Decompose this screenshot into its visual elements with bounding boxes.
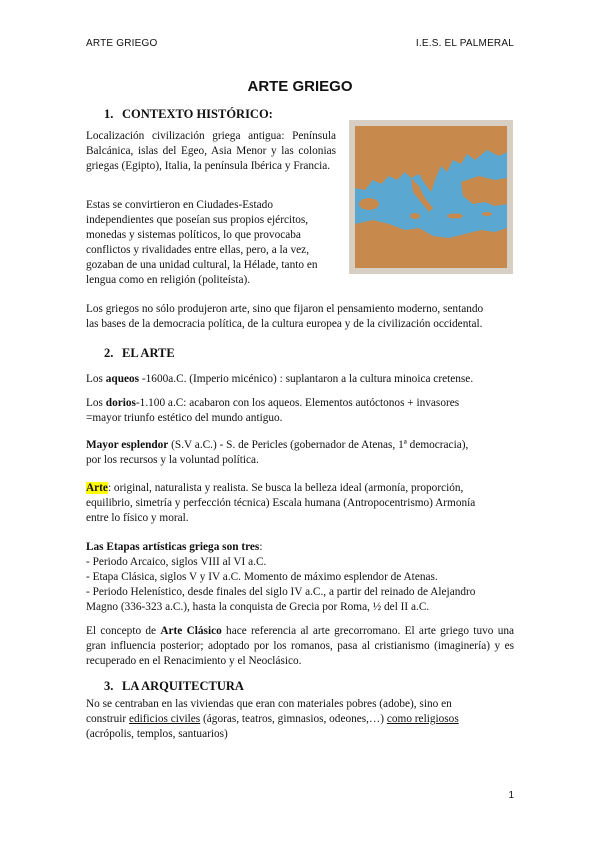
esplendor-text: (S.V a.C.) - S. de Pericles (gobernador de Atenas, 1ª democracia), bbox=[168, 439, 469, 451]
dorios-term: dorios bbox=[105, 397, 136, 409]
etapa-item: Magno (336-323 a.C.), hasta la conquista de Grecia por Roma, ½ del II a.C. bbox=[86, 601, 430, 613]
etapas-paragraph bbox=[86, 540, 514, 615]
context-paragraph-2 bbox=[86, 198, 342, 288]
aqueos-term: aqueos bbox=[105, 373, 140, 385]
clasico-paragraph bbox=[86, 624, 514, 669]
header-right: I.E.S. EL PALMERAL bbox=[415, 38, 514, 49]
context-line: gozaban de una unidad cultural, la Hélade, tanto en bbox=[86, 259, 318, 271]
clasico-term: Arte Clásico bbox=[160, 625, 222, 637]
section-1-number: 1. bbox=[104, 107, 114, 121]
page-title: ARTE GRIEGO bbox=[247, 78, 353, 95]
section-3-heading bbox=[104, 679, 244, 694]
section-2-heading bbox=[104, 346, 175, 361]
etapa-item: - Etapa Clásica, siglos V y IV a.C. Momento de máximo esplendor de Atenas. bbox=[86, 571, 438, 583]
context-line: lengua como en religión (politeísta). bbox=[86, 274, 251, 286]
section-1-title: CONTEXTO HISTÓRICO: bbox=[122, 107, 273, 121]
arquitectura-line-1: No se centraban en las viviendas que eran con materiales pobres (adobe), sino en bbox=[86, 698, 452, 710]
arte-text-3: entre lo físico y moral. bbox=[86, 512, 189, 524]
aqueos-text: -1600a.C. (Imperio micénico) : suplantaron a la cultura minoica cretense. bbox=[139, 373, 474, 385]
dorios-prefix: Los bbox=[86, 397, 106, 409]
map-land-iberia-coast bbox=[359, 198, 379, 210]
section-1-heading bbox=[104, 107, 273, 122]
arquitectura-paragraph bbox=[86, 697, 514, 742]
page-number: 1 bbox=[508, 790, 514, 801]
clasico-text: hace referencia al arte grecorromano. El arte griego tuvo una gran influencia posterior; adoptado por los romanos, pasa al cristianismo (imaginería) y es recuperado en el Renacimiento y el Neoclásico. bbox=[86, 625, 514, 667]
map-image bbox=[349, 120, 513, 274]
map-land-crete bbox=[447, 214, 463, 219]
arquitectura-mid: (ágoras, teatros, gimnasios, odeones,…) bbox=[200, 713, 387, 725]
etapas-colon: : bbox=[259, 541, 263, 553]
arte-text-2: equilibrio, simetría y perfección técnica) Escala humana (Antropocentrismo) Armonía bbox=[86, 497, 476, 509]
section-3-number: 3. bbox=[104, 679, 114, 693]
arquitectura-line-3: (acrópolis, templos, santuarios) bbox=[86, 728, 228, 740]
map-land-cyprus bbox=[482, 212, 492, 216]
arte-paragraph bbox=[86, 481, 514, 526]
esplendor-paragraph bbox=[86, 438, 514, 468]
context-line: conflictos y rivalidades entre ellas, pero, a la vez, bbox=[86, 244, 310, 256]
arte-text: : original, naturalista y realista. Se busca la belleza ideal (armonía, proporción, bbox=[107, 482, 464, 494]
context-paragraph-1: Localización civilización griega antigua: Península Balcánica, islas del Egeo, Asia Menor y las colonias griegas (Egipto), Italia, la península Ibérica y Francia. bbox=[86, 130, 336, 172]
section-2-number: 2. bbox=[104, 346, 114, 360]
context-line: monedas y sistemas políticos, lo que provocaba bbox=[86, 229, 301, 241]
section-3-title: LA ARQUITECTURA bbox=[122, 679, 244, 693]
map-land-sicily bbox=[410, 213, 420, 219]
aqueos-paragraph bbox=[86, 372, 514, 387]
aqueos-prefix: Los bbox=[86, 373, 106, 385]
dorios-text: -1.100 a.C: acabaron con los aqueos. Elementos autóctonos + invasores bbox=[135, 397, 460, 409]
context-paragraph-3 bbox=[86, 302, 514, 332]
etapas-heading: Las Etapas artísticas griega son tres bbox=[86, 541, 260, 553]
dorios-paragraph bbox=[86, 396, 514, 426]
context-line: Los griegos no sólo produjeron arte, sino que fijaron el pensamiento moderno, sentando bbox=[86, 303, 484, 315]
esplendor-text-2: por los recursos y la voluntad política. bbox=[86, 454, 259, 466]
etapa-item: - Periodo Helenístico, desde finales del siglo IV a.C., a partir del reinado de Alejandro bbox=[86, 586, 476, 598]
context-line: Estas se convirtieron en Ciudades-Estado bbox=[86, 199, 273, 211]
dorios-text-2: =mayor triunfo estético del mundo antiguo. bbox=[86, 412, 283, 424]
context-line: independientes que poseían sus propios ejércitos, bbox=[86, 214, 309, 226]
clasico-prefix: El concepto de bbox=[86, 625, 161, 637]
religiosos-text: como religiosos bbox=[386, 713, 459, 725]
context-line: las bases de la democracia política, de la cultura europea y de la civilización occidental. bbox=[86, 318, 483, 330]
etapa-item: - Periodo Arcaico, siglos VIII al VI a.C. bbox=[86, 556, 267, 568]
edificios-civiles-text: edificios civiles bbox=[128, 713, 201, 725]
section-2-title: EL ARTE bbox=[122, 346, 175, 360]
esplendor-term: Mayor esplendor bbox=[86, 439, 169, 451]
greek-world-map bbox=[349, 120, 513, 274]
arte-term: Arte bbox=[86, 482, 108, 494]
arquitectura-prefix: construir bbox=[86, 713, 129, 725]
header-left: ARTE GRIEGO bbox=[86, 38, 158, 49]
